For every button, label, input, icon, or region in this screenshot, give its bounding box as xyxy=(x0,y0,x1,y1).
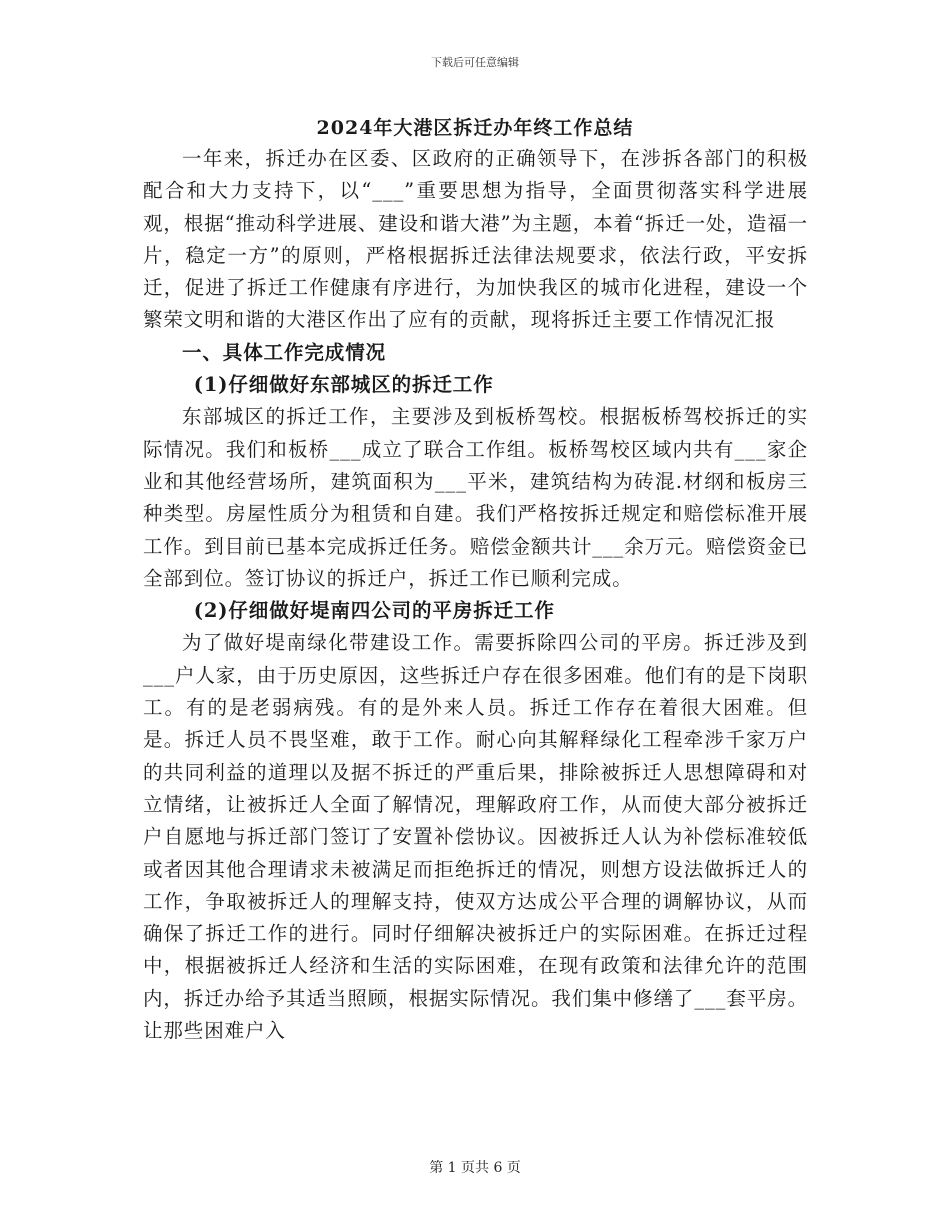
page-number: 第 1 页共 6 页 xyxy=(429,1160,521,1176)
subsection-heading: (1)仔细做好东部城区的拆迁工作 xyxy=(193,373,494,397)
section-heading: 一、具体工作完成情况 xyxy=(182,340,387,364)
document-title: 2024年大港区拆迁办年终工作总结 xyxy=(316,117,634,139)
subsection-paragraph: 为了做好堤南绿化带建设工作。需要拆除四公司的平房。拆迁涉及到___户人家，由于历史原因，这些拆迁户存在很多困难。他们有的是下岗职工。有的是老弱病残。有的是外来人员。拆迁工作存在着很大困难。但是。拆迁人员不畏坚难，敢于工作。耐心向其解释绿化工程牵涉千家万户的共同利益的道理以及据不拆迁的严重后果，排除被拆迁人思想障碍和对立情绪，让被拆迁人全面了解情况，理解政府工作，从而使大部分被拆迁户自愿地与拆迁部门签订了安置补偿协议。因被拆迁人认为补偿标准较低或者因其他合理请求未被满足而拒绝拆迁的情况，则想方设法做拆迁人的工作，争取被拆迁人的理解支持，使双方达成公平合理的调解协议，从而确保了拆迁工作的进行。同时仔细解决被拆迁户的实际困难。在拆迁过程中，根据被拆迁人经济和生活的实际困难，在现有政策和法律允许的范围内，拆迁办给予其适当照顾，根据实际情况。我们集中修缮了___套平房。让那些困难户入 xyxy=(143,631,808,1043)
subsection-heading: (2)仔细做好堤南四公司的平房拆迁工作 xyxy=(193,599,555,623)
subsection-paragraph: 东部城区的拆迁工作，主要涉及到板桥驾校。根据板桥驾校拆迁的实际情况。我们和板桥___成立了联合工作组。板桥驾校区域内共有___家企业和其他经营场所，建筑面积为___平米，建筑结构为砖混.材纲和板房三种类型。房屋性质分为租赁和自建。我们严格按拆迁规定和赔偿标准开展工作。到目前已基本完成拆迁任务。赔偿金额共计___余万元。赔偿资金已全部到位。签订协议的拆迁户，拆迁工作已顺利完成。 xyxy=(143,405,808,590)
intro-paragraph: 一年来，拆迁办在区委、区政府的正确领导下，在涉拆各部门的积极配合和大力支持下，以“___”重要思想为指导，全面贯彻落实科学进展观，根据“推动科学进展、建设和谐大港”为主题，本着“拆迁一处，造福一片，稳定一方”的原则，严格根据拆迁法律法规要求，依法行政，平安拆迁，促进了拆迁工作健康有序进行，为加快我区的城市化进程，建设一个繁荣文明和谐的大港区作出了应有的贡献，现将拆迁主要工作情况汇报 xyxy=(143,147,809,332)
document-body xyxy=(143,143,808,1047)
header-note: 下载后可任意编辑 xyxy=(431,56,519,69)
